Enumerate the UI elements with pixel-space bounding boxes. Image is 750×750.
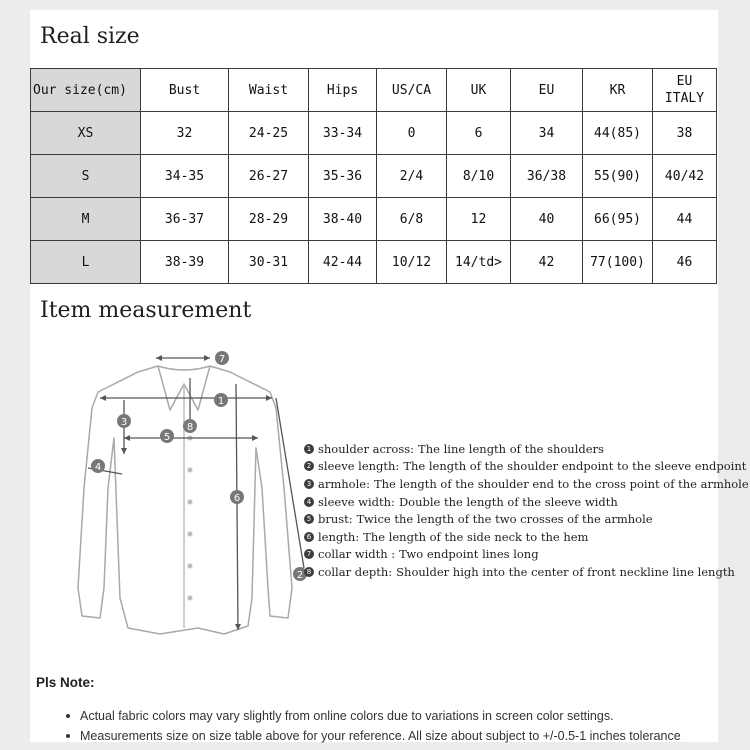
note-text: Measurements size on size table above for your reference. All size about subject to +/-0.5-1 inches tolerance: [80, 729, 681, 743]
legend-desc: Shoulder high into the center of front neckline line length: [396, 564, 735, 579]
legend-term: sleeve length:: [318, 459, 400, 474]
marker-5: [160, 429, 174, 443]
table-cell: 38: [653, 112, 717, 155]
marker-label: 1: [217, 396, 225, 407]
size-label: L: [31, 241, 141, 284]
table-cell: 33-34: [309, 112, 377, 155]
table-row-s: [31, 155, 717, 198]
note-title: Pls Note:: [36, 675, 95, 690]
size-label: XS: [31, 112, 141, 155]
number-bullet-icon: 5: [304, 514, 314, 524]
table-cell: 55(90): [583, 155, 653, 198]
table-header-row: [31, 69, 717, 112]
table-cell: 38-40: [309, 198, 377, 241]
header-bust: Bust: [141, 69, 229, 112]
header-our-size: Our size(cm): [31, 69, 141, 112]
marker-4: [91, 459, 105, 473]
table-cell: 34-35: [141, 155, 229, 198]
header-hips: Hips: [309, 69, 377, 112]
size-chart-card: [30, 10, 749, 743]
header-eu-italy: EU ITALY: [653, 69, 717, 112]
table-row-xs: [31, 112, 717, 155]
legend-desc: The line length of the shoulders: [418, 441, 604, 456]
table-cell: 28-29: [229, 198, 309, 241]
legend-item: [304, 493, 718, 511]
number-bullet-icon: 6: [304, 532, 314, 542]
legend-term: shoulder across:: [318, 441, 415, 456]
header-uk: UK: [447, 69, 511, 112]
table-cell: 36/38: [511, 155, 583, 198]
marker-1: [214, 393, 228, 407]
table-cell: 26-27: [229, 155, 309, 198]
table-cell: 8/10: [447, 155, 511, 198]
legend-item: [304, 563, 735, 581]
marker-8: [183, 419, 197, 433]
note-list: [66, 706, 681, 746]
table-cell: 44(85): [583, 112, 653, 155]
legend-desc: Two endpoint lines long: [399, 547, 539, 562]
legend-desc: Twice the length of the two crosses of the armhole: [356, 512, 653, 527]
legend-desc: The length of the shoulder end to the cross point of the armhole: [373, 476, 749, 491]
number-bullet-icon: 1: [304, 444, 314, 454]
table-cell: 10/12: [377, 241, 447, 284]
note-text: Actual fabric colors may vary slightly from online colors due to variations in screen color settings.: [80, 709, 614, 723]
legend-item: [304, 440, 718, 458]
legend-desc: The length of the side neck to the hem: [363, 529, 589, 544]
marker-label: 8: [186, 422, 194, 433]
measurement-legend: [304, 440, 749, 581]
table-cell: 30-31: [229, 241, 309, 284]
header-eu: EU: [511, 69, 583, 112]
legend-item: [304, 546, 718, 564]
number-bullet-icon: 3: [304, 479, 314, 489]
marker-label: 5: [163, 432, 171, 443]
legend-item: [304, 510, 718, 528]
header-waist: Waist: [229, 69, 309, 112]
table-cell: 0: [377, 112, 447, 155]
table-cell: 38-39: [141, 241, 229, 284]
marker-6: [230, 490, 244, 504]
note-item: [66, 706, 681, 726]
arrow-heads-icon: [100, 355, 272, 630]
marker-label: 3: [120, 417, 128, 428]
table-cell: 35-36: [309, 155, 377, 198]
table-cell: 12: [447, 198, 511, 241]
table-row-m: [31, 198, 717, 241]
legend-item: [304, 475, 749, 493]
legend-term: collar depth:: [318, 564, 393, 579]
legend-term: length:: [318, 529, 360, 544]
note-item: [66, 726, 681, 746]
table-cell: 77(100): [583, 241, 653, 284]
table-cell: 40/42: [653, 155, 717, 198]
table-cell: 42: [511, 241, 583, 284]
legend-term: sleeve width:: [318, 494, 395, 509]
marker-3: [117, 414, 131, 428]
table-cell: 34: [511, 112, 583, 155]
table-cell: 44: [653, 198, 717, 241]
table-cell: 2/4: [377, 155, 447, 198]
size-label: S: [31, 155, 141, 198]
buttons-icon: [188, 436, 193, 601]
number-bullet-icon: 4: [304, 497, 314, 507]
table-cell: 6: [447, 112, 511, 155]
table-cell: 14/td>: [447, 241, 511, 284]
measurement-number-markers: [91, 351, 307, 581]
table-cell: 24-25: [229, 112, 309, 155]
table-row-l: [31, 241, 717, 284]
legend-term: armhole:: [318, 476, 370, 491]
table-cell: 46: [653, 241, 717, 284]
header-us-ca: US/CA: [377, 69, 447, 112]
marker-label: 7: [218, 354, 226, 365]
marker-label: 2: [296, 570, 304, 581]
item-measurement-title: Item measurement: [40, 298, 252, 323]
legend-term: collar width :: [318, 547, 396, 562]
size-table: [30, 68, 717, 284]
bullet-icon: [66, 714, 70, 718]
table-cell: 66(95): [583, 198, 653, 241]
legend-item: [304, 528, 718, 546]
marker-label: 4: [94, 462, 102, 473]
shirt-outline-icon: [78, 366, 292, 634]
legend-desc: The length of the shoulder endpoint to the sleeve endpoint: [403, 459, 747, 474]
bullet-icon: [66, 734, 70, 738]
table-cell: 42-44: [309, 241, 377, 284]
table-cell: 40: [511, 198, 583, 241]
number-bullet-icon: 7: [304, 549, 314, 559]
table-cell: 6/8: [377, 198, 447, 241]
legend-term: brust:: [318, 512, 353, 527]
header-kr: KR: [583, 69, 653, 112]
number-bullet-icon: 8: [304, 567, 314, 577]
table-cell: 36-37: [141, 198, 229, 241]
legend-desc: Double the length of the sleeve width: [398, 494, 618, 509]
marker-label: 6: [233, 493, 241, 504]
real-size-title: Real size: [40, 24, 140, 49]
size-label: M: [31, 198, 141, 241]
marker-7: [215, 351, 229, 365]
shirt-measurement-diagram: [48, 338, 308, 638]
number-bullet-icon: 2: [304, 461, 314, 471]
legend-item: [304, 458, 747, 476]
table-cell: 32: [141, 112, 229, 155]
